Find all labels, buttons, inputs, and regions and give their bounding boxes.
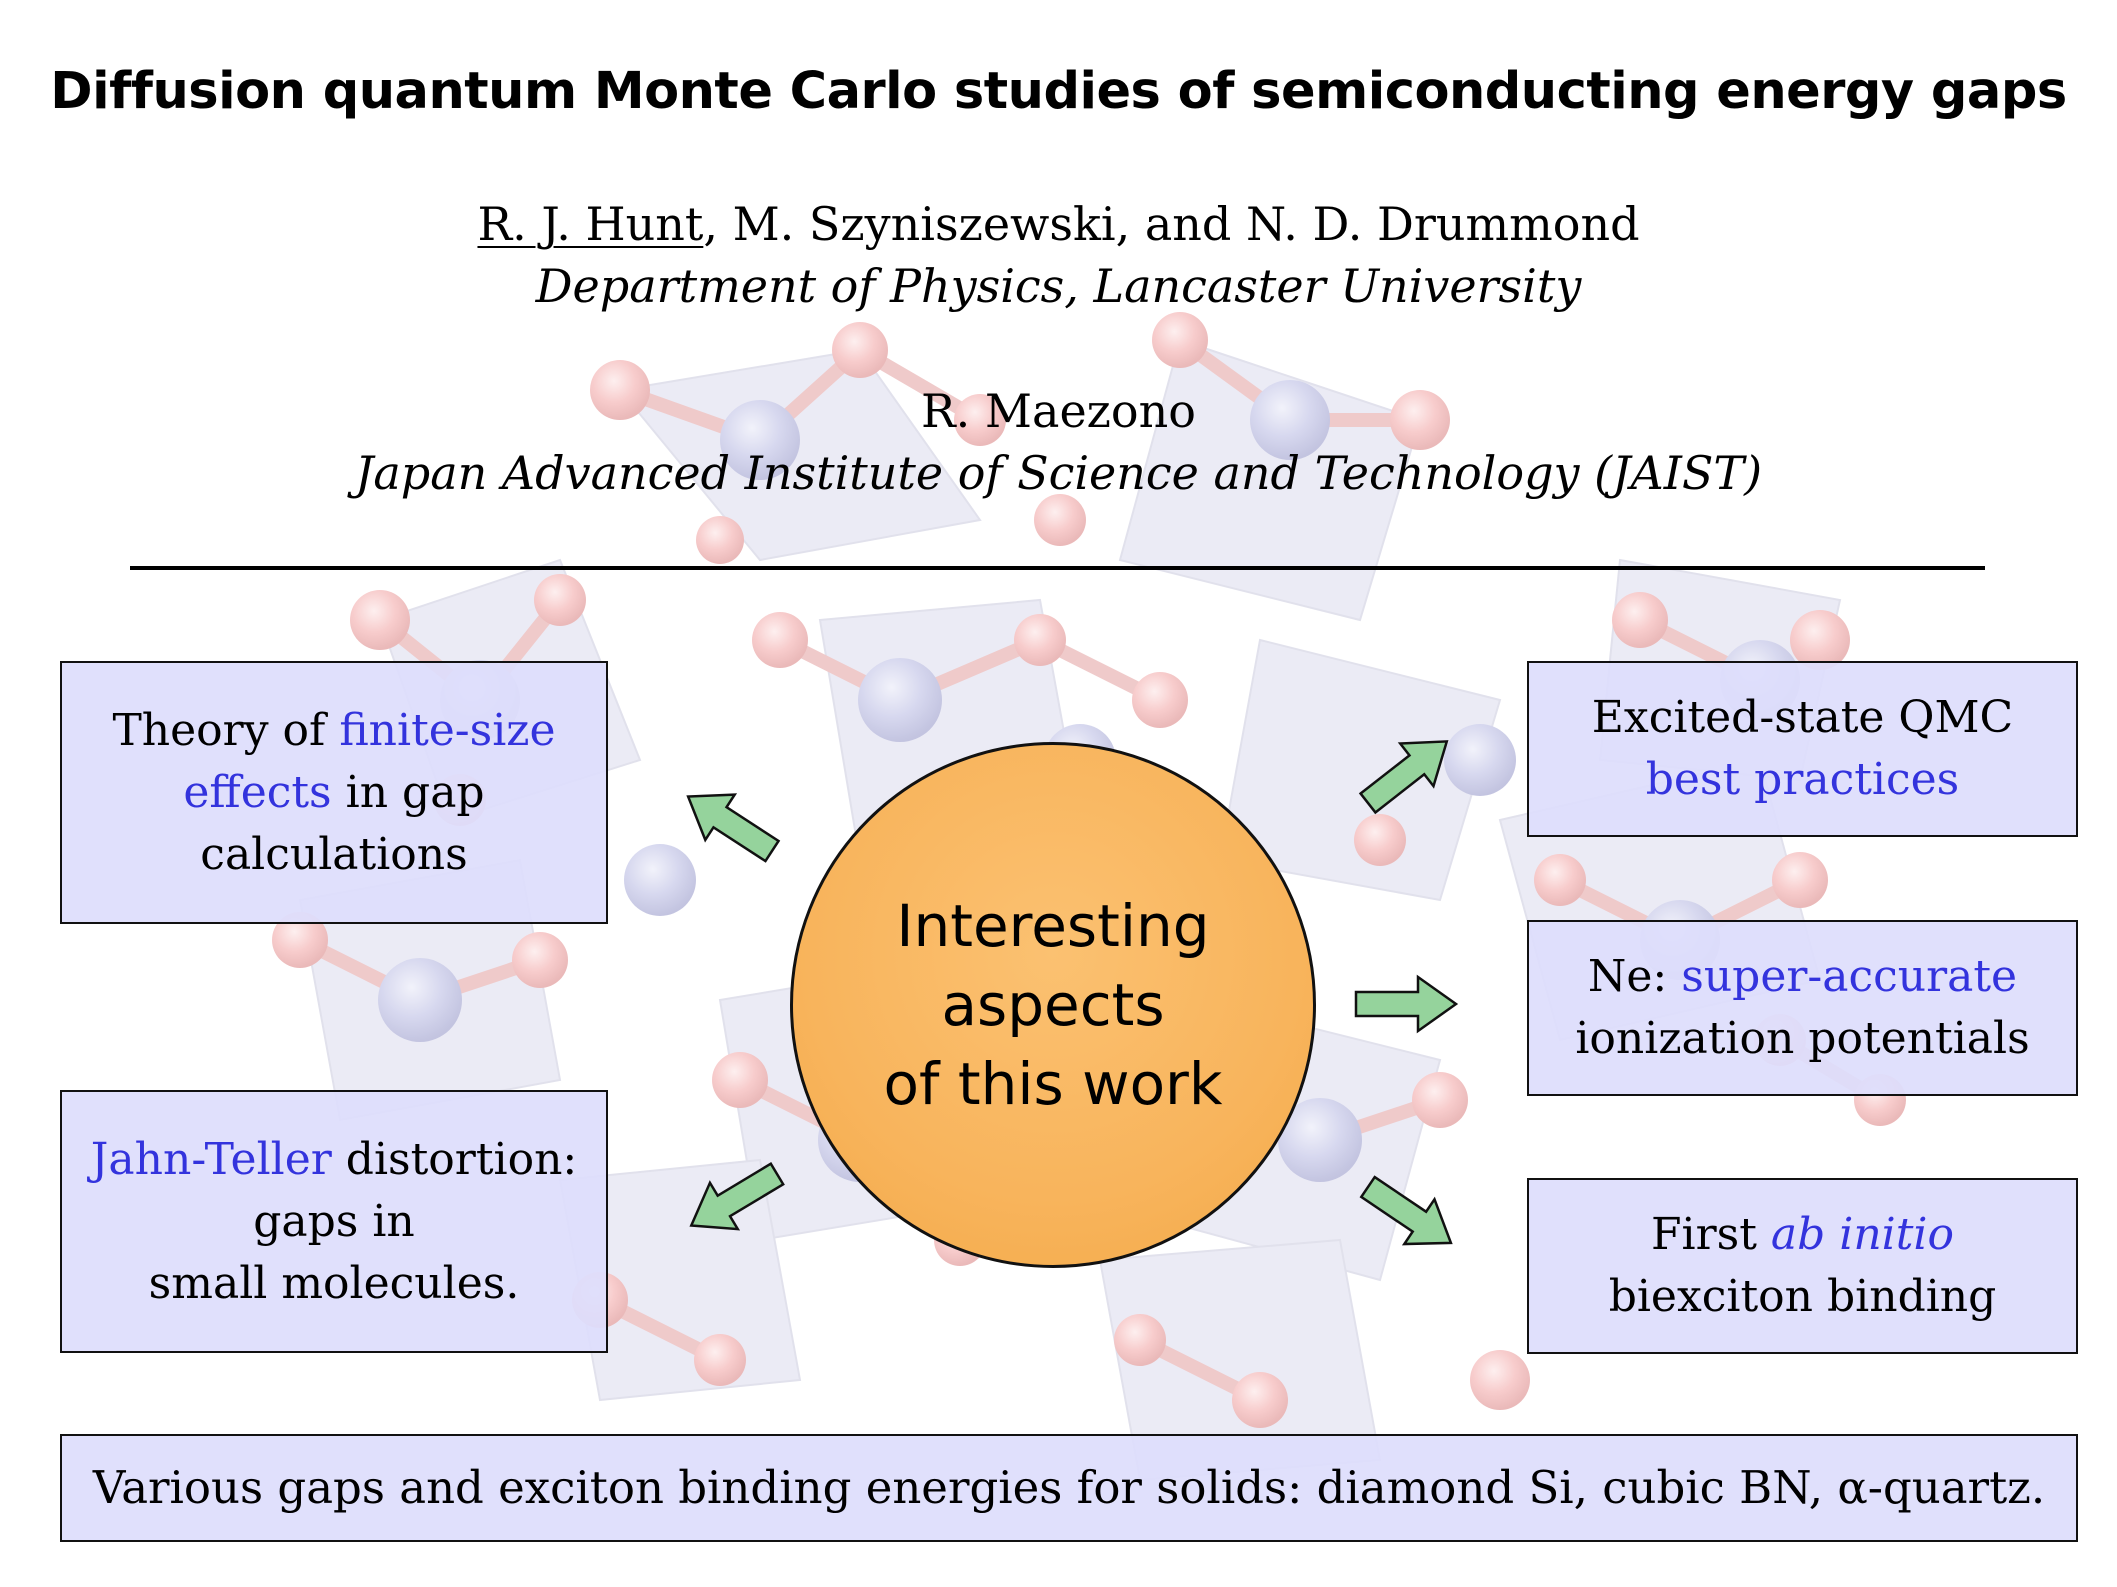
best-practices-highlight: best practices	[1645, 754, 1960, 805]
neon-line1: Ne: super-accurate	[1587, 951, 2018, 1002]
solids-summary-box	[60, 1434, 2078, 1542]
qmc-practices-box	[1527, 661, 2078, 837]
author-line-jaist: R. Maezono	[921, 384, 1196, 438]
section-divider	[130, 566, 1985, 570]
center-line1: Interesting	[896, 891, 1210, 960]
neon-ionization-box	[1527, 920, 2078, 1096]
ab-initio-highlight: ab initio	[1770, 1209, 1954, 1260]
jahn-teller-line3: small molecules.	[148, 1257, 520, 1309]
biexciton-line2: biexciton binding	[1608, 1271, 1997, 1322]
finite-size-line2: effects in gap	[183, 766, 485, 818]
central-circle	[790, 742, 1316, 1268]
biexciton-box	[1527, 1178, 2078, 1354]
finite-size-line3: calculations	[200, 828, 468, 880]
finite-size-line1: Theory of finite-size	[112, 704, 556, 756]
biexciton-line1: First ab initio	[1650, 1209, 1954, 1260]
affiliation-jaist: Japan Advanced Institute of Science and Technology (JAIST)	[354, 446, 1763, 500]
affiliation-lancaster: Department of Physics, Lancaster University	[535, 259, 1582, 313]
presenting-author: R. J. Hunt	[477, 197, 704, 251]
co-authors: , M. Szyniszewski, and N. D. Drummond	[703, 197, 1640, 251]
qmc-line1: Excited-state QMC	[1591, 692, 2014, 743]
author-line-lancaster	[0, 197, 2117, 251]
jahn-teller-line2: gaps in	[253, 1195, 415, 1247]
super-accurate-highlight: super-accurate	[1681, 951, 2018, 1002]
finite-size-box	[60, 661, 608, 924]
effects-highlight: effects	[183, 766, 332, 818]
jahn-teller-line1: Jahn-Teller distortion:	[90, 1133, 578, 1185]
center-line2: aspects	[941, 970, 1165, 1039]
jahn-teller-box	[60, 1090, 608, 1353]
finite-size-highlight: finite-size	[339, 704, 556, 756]
poster-title: Diffusion quantum Monte Carlo studies of semiconducting energy gaps	[50, 62, 2067, 121]
neon-line2: ionization potentials	[1575, 1013, 2030, 1064]
center-line3: of this work	[883, 1049, 1223, 1118]
solids-summary-text: Various gaps and exciton binding energies for solids: diamond Si, cubic BN, α-quartz.	[92, 1461, 2046, 1514]
jahn-teller-highlight: Jahn-Teller	[90, 1133, 332, 1185]
